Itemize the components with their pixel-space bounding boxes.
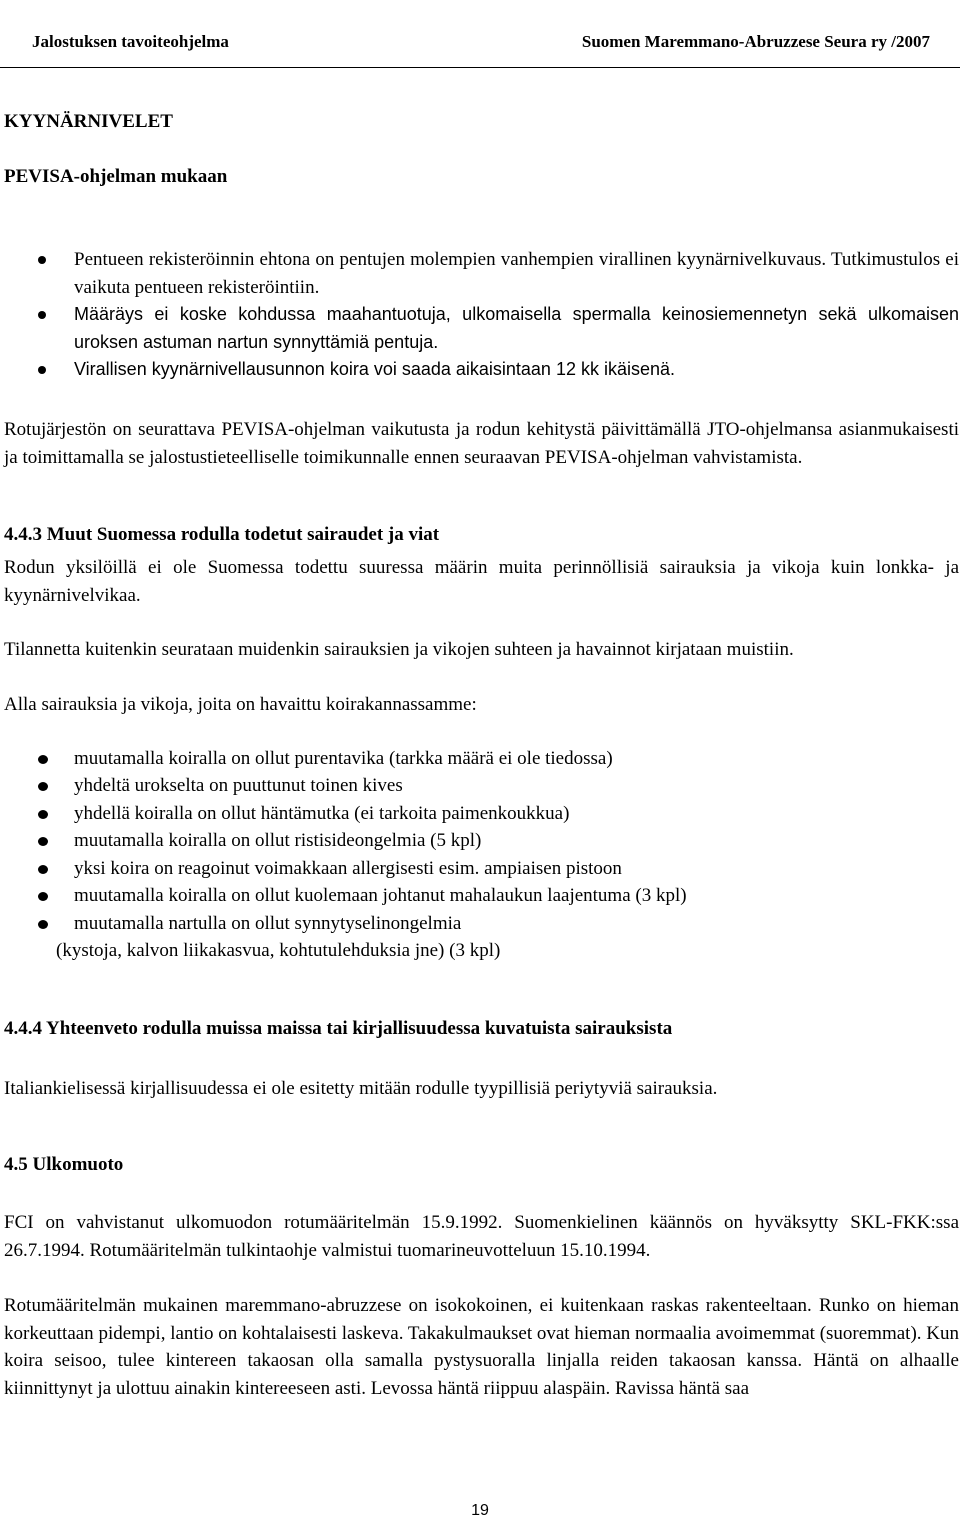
paragraph-yksiloilla: Rodun yksilöillä ei ole Suomessa todettu suuressa määrin muita perinnöllisiä sairauksia ja vikoja kuin lonkka- ja kyynärnivelvikaa.	[4, 557, 959, 606]
list-item: yksi koira on reagoinut voimakkaan allergisesti esim. ampiaisen pistoon	[74, 858, 622, 879]
paragraph-rotumaaritelma: Rotumääritelmän mukainen maremmano-abruzzese on isokokoinen, ei kuitenkaan raskas rakenteeltaan. Runko on hieman korkeuttaan pidempi, lantio on kohtalaisesti laskeva. Takakulmaukset ovat hieman normaalia avoimemmat (suoremmat). Kun koira seisoo, tulee kintereen takaosan olla samalla pystysuoralla linjalla reiden takaosan kanssa. Häntä on alhaalle kiinnittynyt ja ulottuu ainakin kintereeseen asti. Levossa häntä riippuu alaspäin. Ravissa häntä saa	[4, 1295, 959, 1399]
page-number: 19	[471, 1502, 489, 1519]
list-item-continuation: (kystoja, kalvon liikakasvua, kohtutulehduksia jne) (3 kpl)	[56, 940, 501, 961]
list-item: Määräys ei koske kohdussa maahantuotuja, ulkomaisella spermalla keinosiemennetyn sekä ulkomaisen uroksen astuman nartun synnyttämiä pentuja.	[74, 304, 959, 352]
bullet-icon	[38, 782, 48, 791]
list-item: muutamalla koiralla on ollut ristisideongelmia (5 kpl)	[74, 830, 482, 851]
heading-4-4-4: 4.4.4 Yhteenveto rodulla muissa maissa tai kirjallisuudessa kuvatuista sairauksista	[4, 1018, 673, 1039]
list-item: yhdeltä urokselta on puuttunut toinen kives	[74, 775, 403, 796]
bullet-icon	[38, 892, 48, 901]
list-item: muutamalla koiralla on ollut kuolemaan johtanut mahalaukun laajentuma (3 kpl)	[74, 885, 687, 906]
bullet-icon	[38, 311, 46, 319]
bullet-icon	[38, 366, 46, 374]
bullet-icon	[38, 920, 48, 929]
bullet-icon	[38, 755, 48, 764]
list-item: muutamalla nartulla on ollut synnytyselinongelmia	[74, 913, 462, 934]
paragraph-fci: FCI on vahvistanut ulkomuodon rotumääritelmän 15.9.1992. Suomenkielinen käännös on hyväksytty SKL-FKK:ssa 26.7.1994. Rotumääritelmän tulkintaohje valmistui tuomarineuvotteluun 15.10.1994.	[4, 1212, 959, 1261]
header-right: Suomen Maremmano-Abruzzese Seura ry /2007	[581, 32, 930, 51]
heading-pevisa: PEVISA-ohjelman mukaan	[4, 166, 228, 187]
paragraph-alla: Alla sairauksia ja vikoja, joita on havaittu koirakannassamme:	[4, 694, 477, 715]
header-rule	[0, 67, 960, 68]
list-item: muutamalla koiralla on ollut purentavika (tarkka määrä ei ole tiedossa)	[74, 748, 613, 769]
list-item: Virallisen kyynärnivellausunnon koira voi saada aikaisintaan 12 kk ikäisenä.	[74, 359, 676, 379]
header-left: Jalostuksen tavoiteohjelma	[32, 32, 229, 51]
list-item: Pentueen rekisteröinnin ehtona on pentujen molempien vanhempien virallinen kyynärnivelkuvaus. Tutkimustulos ei vaikuta pentueen rekisteröintiin.	[74, 249, 959, 298]
bullet-icon	[38, 810, 48, 819]
list-item: yhdellä koiralla on ollut häntämutka (ei tarkoita paimenkoukkua)	[74, 803, 570, 824]
heading-kyynarnivelet: KYYNÄRNIVELET	[4, 111, 173, 132]
heading-4-4-3: 4.4.3 Muut Suomessa rodulla todetut sairaudet ja viat	[4, 524, 440, 545]
bullet-icon	[38, 837, 48, 846]
heading-4-5: 4.5 Ulkomuoto	[4, 1154, 124, 1175]
bullet-icon	[38, 865, 48, 874]
paragraph-rotujarjesto: Rotujärjestön on seurattava PEVISA-ohjelman vaikutusta ja rodun kehitystä päivittämällä JTO-ohjelmansa asianmukaisesti ja toimittamalla se jalostustieteelliselle toimikunnalle ennen seuraavan PEVISA-ohjelman vahvistamista.	[4, 419, 959, 468]
paragraph-italiankielisessa: Italiankielisessä kirjallisuudessa ei ole esitetty mitään rodulle tyypillisiä periytyviä sairauksia.	[4, 1078, 718, 1099]
bullet-icon	[38, 256, 46, 264]
paragraph-tilannetta: Tilannetta kuitenkin seurataan muidenkin sairauksien ja vikojen suhteen ja havainnot kirjataan muistiin.	[4, 639, 794, 660]
